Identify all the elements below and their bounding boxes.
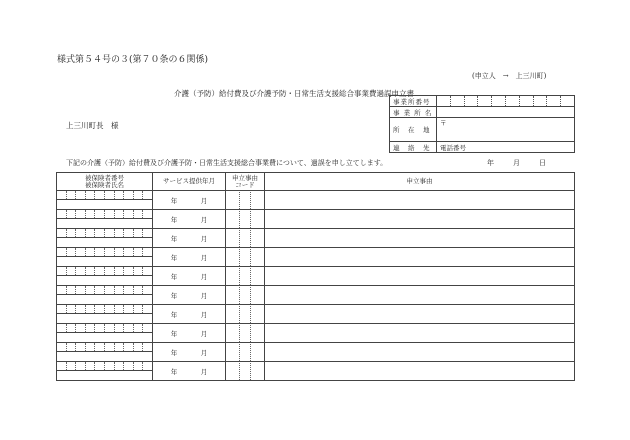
service-month-cell[interactable] [153,248,226,267]
insured-name-field[interactable] [57,352,152,361]
reason-code-cell[interactable] [226,324,265,343]
form-number: 様式第５４号の３(第７０条の６関係) [57,55,209,65]
insured-cell[interactable] [57,210,153,229]
insured-number-boxes[interactable] [57,324,152,333]
date-day: 日 [539,159,546,167]
row-month-label: 月 [200,196,208,205]
reason-cell[interactable] [265,286,575,305]
postal-mark: 〒 [440,119,447,127]
date-year: 年 [487,159,494,167]
insured-number-boxes[interactable] [57,362,152,371]
reason-code-cell[interactable] [226,305,265,324]
insured-cell[interactable] [57,191,153,210]
row-month-label: 月 [200,367,208,376]
row-year-label: 年 [170,272,178,281]
reason-cell[interactable] [265,305,575,324]
date-month: 月 [513,159,520,167]
statement-text: 下記の介護（予防）給付費及び介護予防・日常生活支援総合事業費について、過誤を申し立てします。 [66,159,388,167]
row-month-label: 月 [200,253,208,262]
table-row [57,305,575,324]
row-month-label: 月 [200,310,208,319]
reason-code-cell[interactable] [226,286,265,305]
insured-name-field[interactable] [57,276,152,285]
service-month-cell[interactable] [153,210,226,229]
service-month-cell[interactable] [153,229,226,248]
reason-code-header-line1: 申立事由 [232,173,258,182]
row-month-label: 月 [200,272,208,281]
reason-code-header-line2: コード [235,180,255,189]
table-row [57,286,575,305]
address-field[interactable] [437,118,575,142]
service-month-cell[interactable] [153,343,226,362]
insured-number-boxes[interactable] [57,248,152,257]
row-year-label: 年 [170,348,178,357]
insured-name-header: 被保険者氏名 [85,180,124,189]
routing-note: (申立人 → 上三川町) [472,72,547,80]
table-row [57,267,575,286]
insured-number-boxes[interactable] [57,267,152,276]
claims-table [56,172,575,381]
row-year-label: 年 [170,310,178,319]
reason-code-cell[interactable] [226,362,265,381]
reason-cell[interactable] [265,248,575,267]
insured-number-boxes[interactable] [57,286,152,295]
insured-number-boxes[interactable] [57,343,152,352]
service-month-header: サービス提供年月 [153,173,226,191]
insured-cell[interactable] [57,229,153,248]
addressee: 上三川町長 様 [66,121,119,130]
insured-cell[interactable] [57,362,153,381]
service-month-cell[interactable] [153,267,226,286]
form-title: 介護（予防）給付費及び介護予防・日常生活支援総合事業費過誤申立書 [174,89,414,98]
row-month-label: 月 [200,234,208,243]
insured-cell[interactable] [57,286,153,305]
table-row [57,191,575,210]
insured-cell[interactable] [57,324,153,343]
row-year-label: 年 [170,367,178,376]
insured-number-boxes[interactable] [57,305,152,314]
insured-name-field[interactable] [57,314,152,323]
table-row [57,210,575,229]
insured-name-field[interactable] [57,371,152,380]
reason-cell[interactable] [265,229,575,248]
reason-cell[interactable] [265,362,575,381]
reason-code-cell[interactable] [226,248,265,267]
table-row [57,229,575,248]
reason-code-header [226,173,265,191]
contact-label: 連 絡 先 [390,142,437,153]
applicant-box [389,95,575,153]
insured-name-field[interactable] [57,238,152,247]
service-month-cell[interactable] [153,324,226,343]
reason-cell[interactable] [265,191,575,210]
reason-code-cell[interactable] [226,229,265,248]
row-year-label: 年 [170,253,178,262]
insured-cell[interactable] [57,248,153,267]
service-month-cell[interactable] [153,191,226,210]
table-row [57,248,575,267]
insured-name-field[interactable] [57,295,152,304]
reason-cell[interactable] [265,324,575,343]
row-year-label: 年 [170,196,178,205]
insured-cell[interactable] [57,305,153,324]
reason-code-cell[interactable] [226,191,265,210]
insured-name-field[interactable] [57,333,152,342]
office-name-label: 事 業 所 名 [390,107,437,118]
office-number-label: 事業所番号 [390,96,437,107]
reason-cell[interactable] [265,267,575,286]
reason-code-cell[interactable] [226,267,265,286]
phone-label: 電話番号 [440,143,466,152]
reason-cell[interactable] [265,343,575,362]
row-year-label: 年 [170,291,178,300]
insured-number-header: 被保険者番号 [85,173,124,182]
office-name-field[interactable] [437,107,575,118]
reason-cell[interactable] [265,210,575,229]
office-number-field[interactable] [437,96,575,107]
insured-name-field[interactable] [57,200,152,209]
reason-code-cell[interactable] [226,343,265,362]
insured-header [57,173,153,191]
insured-number-boxes[interactable] [57,191,152,200]
phone-field[interactable] [437,142,575,153]
row-year-label: 年 [170,234,178,243]
row-month-label: 月 [200,329,208,338]
table-row [57,362,575,381]
row-month-label: 月 [200,291,208,300]
row-year-label: 年 [170,215,178,224]
address-label: 所 在 地 [390,118,437,142]
insured-number-boxes[interactable] [57,229,152,238]
insured-cell[interactable] [57,267,153,286]
insured-name-field[interactable] [57,219,152,228]
insured-cell[interactable] [57,343,153,362]
service-month-cell[interactable] [153,286,226,305]
table-row [57,343,575,362]
row-year-label: 年 [170,329,178,338]
row-month-label: 月 [200,348,208,357]
service-month-cell[interactable] [153,305,226,324]
insured-number-boxes[interactable] [57,210,152,219]
reason-header: 申立事由 [265,173,575,191]
table-row [57,324,575,343]
reason-code-cell[interactable] [226,210,265,229]
insured-name-field[interactable] [57,257,152,266]
row-month-label: 月 [200,215,208,224]
service-month-cell[interactable] [153,362,226,381]
